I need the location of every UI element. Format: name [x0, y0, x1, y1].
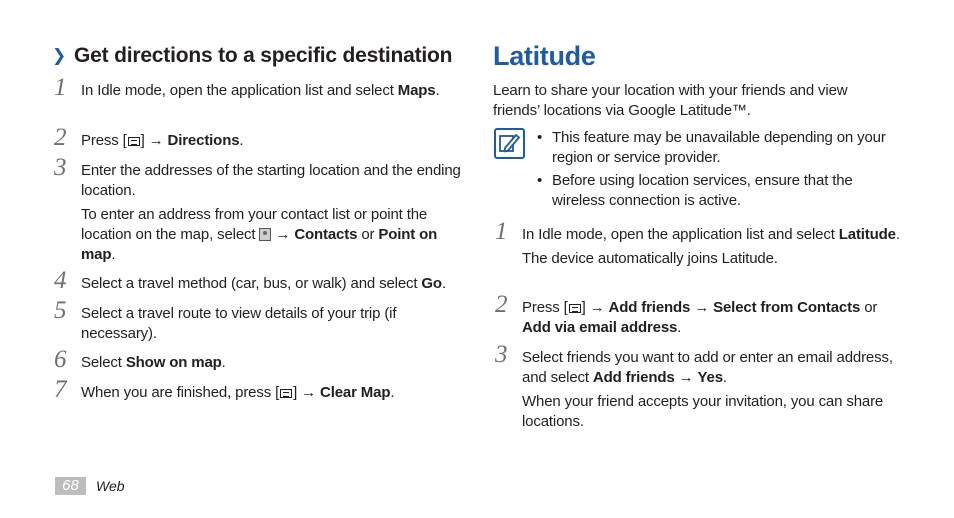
punct: .: [435, 82, 440, 99]
note-icon: [494, 128, 525, 159]
arrow-text: ] →: [140, 132, 168, 149]
bold-term: Add via email address: [522, 319, 678, 336]
section-heading: [52, 44, 452, 68]
intro-text: Learn to share your location with your friends and view friends’ locations via Google Latitude™.: [493, 82, 848, 119]
step-text: Select friends you want to add or enter an email address, and select: [522, 349, 893, 386]
menu-key-icon: [280, 389, 292, 398]
note-pencil-glyph: [498, 132, 521, 155]
menu-key-icon: [569, 304, 581, 313]
bold-term: Latitude: [838, 226, 896, 243]
bold-term: Directions: [167, 132, 240, 149]
step-number: 1: [54, 74, 67, 101]
step-text: Enter the addresses of the starting location and the ending location.: [81, 162, 461, 199]
step-number: 4: [54, 267, 67, 294]
notes-list: [535, 128, 907, 214]
step-text: Select a travel route to view details of your trip (if necessary).: [81, 305, 397, 342]
or-text: or: [357, 226, 379, 243]
arrow-text: →: [690, 299, 714, 316]
step-number: 1: [495, 218, 508, 245]
punct: .: [895, 226, 900, 243]
step-6: [52, 346, 462, 373]
punct: .: [441, 275, 446, 292]
bold-term: Clear Map: [320, 384, 391, 401]
punct: .: [111, 246, 116, 263]
arrow-text: →: [271, 226, 295, 243]
step-2: [493, 291, 903, 338]
step-1: [493, 218, 903, 269]
page-title: Latitude: [493, 41, 596, 71]
step-number: 3: [54, 154, 67, 181]
step-text: Press [: [81, 132, 127, 149]
bold-term: Contacts: [294, 226, 358, 243]
step-subtext: To enter an address from your contact list or point the location on the map, select: [81, 206, 428, 243]
arrow-text: ] →: [293, 384, 321, 401]
step-2: [52, 124, 462, 151]
step-3: [52, 154, 462, 265]
step-number: 2: [54, 124, 67, 151]
step-text: Select: [81, 354, 126, 371]
step-number: 2: [495, 291, 508, 318]
section-heading-text: Get directions to a specific destination: [74, 44, 453, 67]
step-text: Press [: [522, 299, 568, 316]
punct: .: [677, 319, 682, 336]
chevron-right-icon: ❯: [52, 46, 67, 65]
step-7: [52, 376, 462, 403]
step-text: In Idle mode, open the application list and select: [522, 226, 839, 243]
footer-section-label: Web: [96, 478, 125, 494]
punct: .: [239, 132, 244, 149]
step-5: [52, 297, 462, 344]
or-text: or: [860, 299, 878, 316]
step-text: In Idle mode, open the application list and select: [81, 82, 398, 99]
step-number: 7: [54, 376, 67, 403]
step-3: [493, 341, 903, 432]
step-subtext: The device automatically joins Latitude.: [522, 250, 778, 267]
bold-term: Go: [421, 275, 442, 292]
bold-term: Point on map: [81, 226, 438, 263]
step-number: 3: [495, 341, 508, 368]
arrow-text: ] →: [581, 299, 609, 316]
menu-key-icon: [128, 137, 140, 146]
bold-term: Add friends: [592, 369, 675, 386]
step-text: Select a travel method (car, bus, or walk) and select: [81, 275, 422, 292]
arrow-text: →: [674, 369, 698, 386]
step-text: When you are finished, press [: [81, 384, 280, 401]
punct: .: [722, 369, 727, 386]
bold-term: Add friends: [608, 299, 691, 316]
bold-term: Maps: [397, 82, 436, 99]
contacts-icon: [259, 228, 271, 241]
step-4: [52, 267, 462, 294]
punct: .: [221, 354, 226, 371]
bold-term: Show on map: [125, 354, 222, 371]
bold-term: Select from Contacts: [713, 299, 861, 316]
step-number: 5: [54, 297, 67, 324]
note-item: • This feature may be unavailable depending on your region or service provider.: [535, 128, 907, 168]
note-item: • Before using location services, ensure that the wireless connection is active.: [535, 171, 907, 211]
step-number: 6: [54, 346, 67, 373]
punct: .: [390, 384, 395, 401]
bold-term: Yes: [697, 369, 723, 386]
step-1: [52, 74, 462, 101]
page-number: 68: [55, 477, 86, 495]
step-subtext: When your friend accepts your invitation, you can share locations.: [522, 393, 884, 430]
